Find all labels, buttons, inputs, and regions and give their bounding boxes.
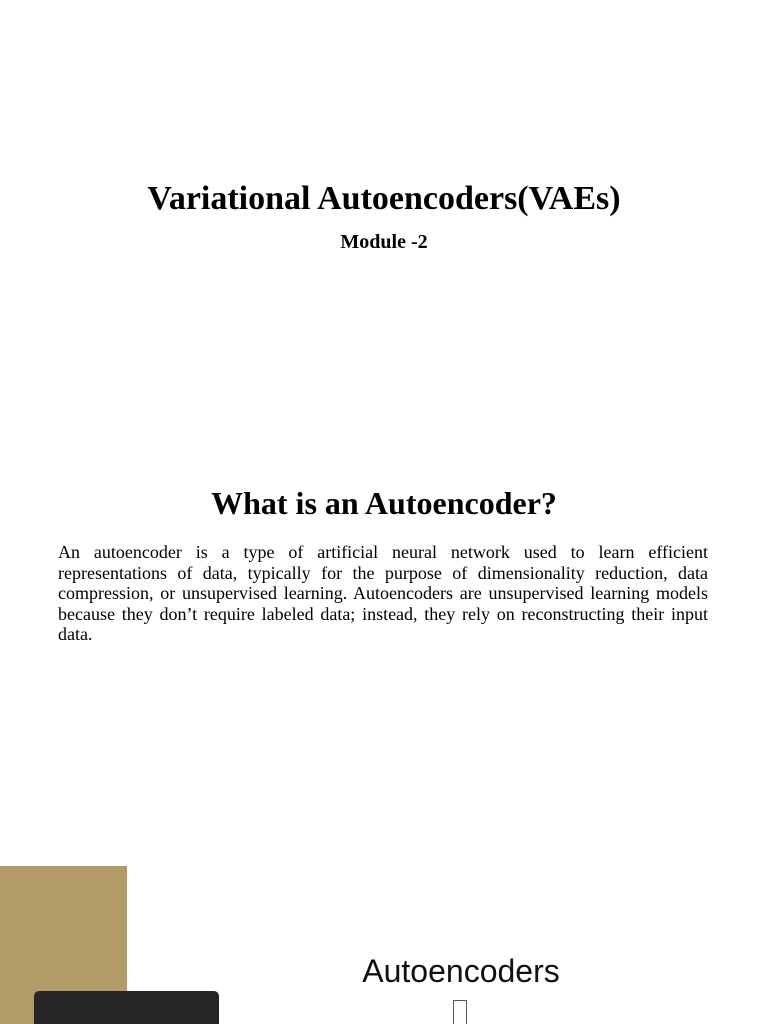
section-paragraph: An autoencoder is a type of artificial neural network used to learn efficient representations of data, typically for the purpose of dimensionality reduction, data compression, or unsupervised learning. Autoencoders are unsupervised learning models because they don’t require labeled data; instead, they rely on reconstructing their input data. (58, 542, 708, 645)
dark-panel (34, 991, 219, 1024)
slide-title: Autoencoders (362, 953, 560, 989)
document-title: Variational Autoencoders(VAEs) (147, 180, 621, 217)
missing-glyph-icon (453, 1000, 467, 1024)
section-heading: What is an Autoencoder? (211, 485, 557, 521)
module-label: Module -2 (340, 231, 428, 253)
